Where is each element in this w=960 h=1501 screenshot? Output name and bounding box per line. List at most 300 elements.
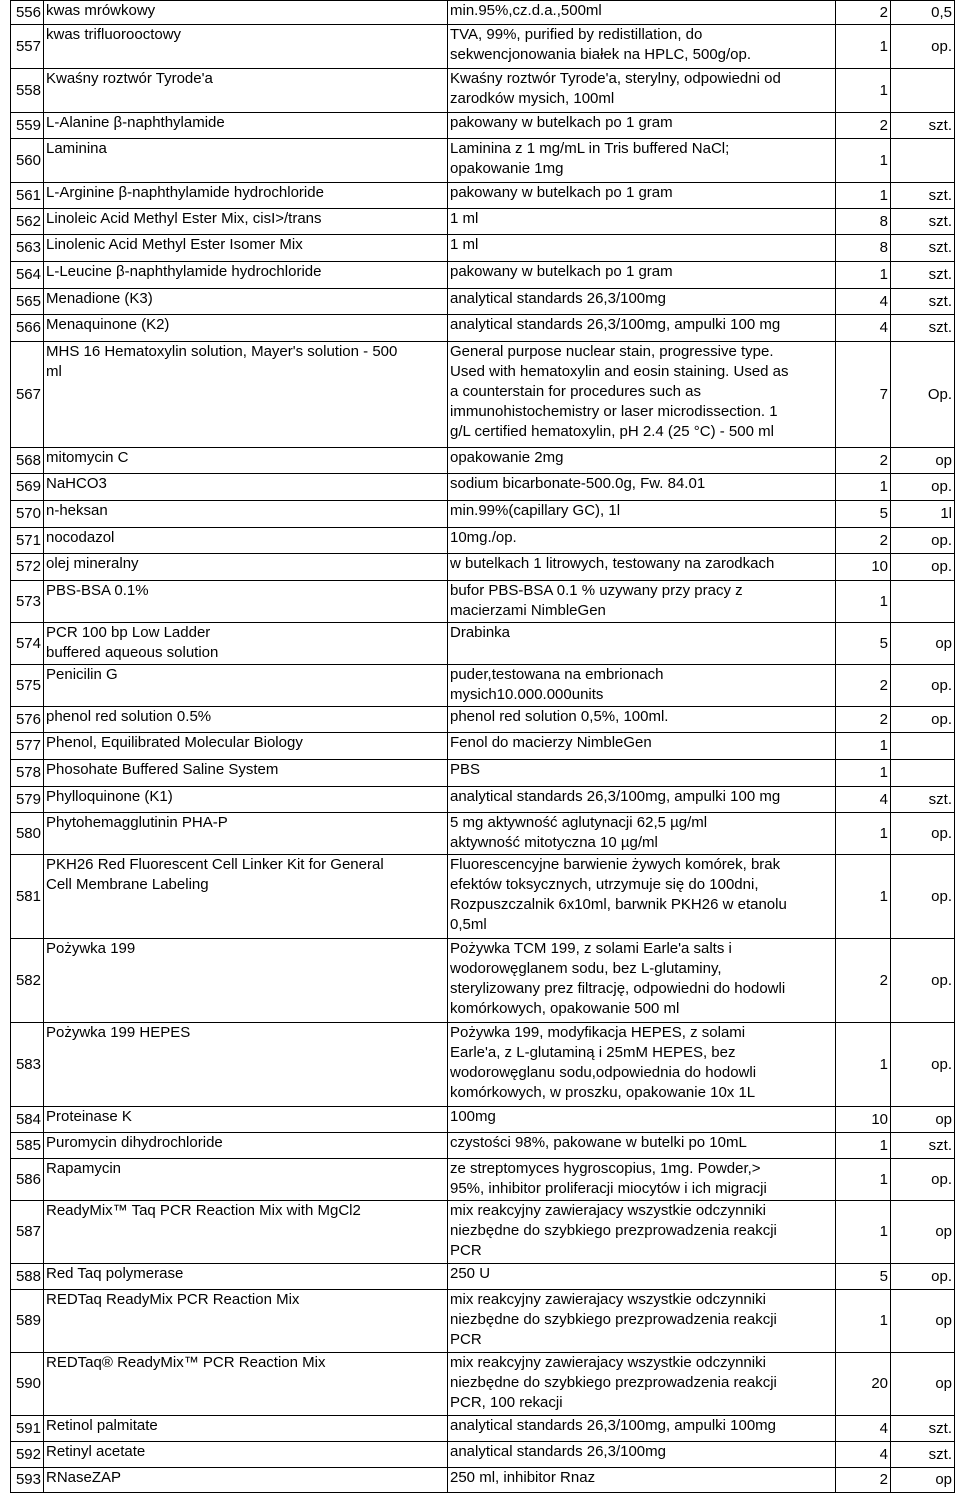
table-row: [11, 289, 955, 315]
product-name-cell: [44, 623, 448, 665]
product-name-cell: [44, 1201, 448, 1264]
product-description-cell: [448, 1468, 836, 1493]
unit-cell: [891, 262, 955, 289]
unit: op.: [931, 824, 952, 842]
product-description-cell: [448, 262, 836, 289]
row-number-cell: [11, 113, 44, 139]
quantity: 2: [879, 531, 888, 549]
product-description: mix reakcyjny zawierajacy wszystkie odczynniki niezbędne do szybkiego prezprowadzenia reakcji PCR, 100 rekacji: [450, 1354, 777, 1411]
product-name-cell: [44, 1, 448, 25]
table-row: [11, 1023, 955, 1107]
unit: szt.: [928, 292, 952, 310]
row-number: 584: [15, 1110, 41, 1128]
table-row: [11, 855, 955, 939]
unit-cell: [891, 235, 955, 262]
product-name-cell: [44, 813, 448, 855]
unit-cell: [891, 707, 955, 733]
row-number: 565: [15, 292, 41, 310]
unit: szt.: [928, 266, 952, 283]
row-number: 560: [15, 151, 41, 169]
product-description-cell: [448, 448, 836, 474]
product-description: opakowanie 2mg: [450, 449, 564, 466]
product-name-cell: [44, 554, 448, 581]
product-name: Rapamycin: [46, 1160, 122, 1177]
quantity: 2: [879, 116, 888, 134]
product-description: Pożywka 199, modyfikacja HEPES, z solami Earle'a, z L-glutaminą i 25mM HEPES, bez wodorowęglanu sodu,odpowiednia do hodowli komórkowych, w proszku, opakowanie 10x 1L: [450, 1024, 757, 1101]
product-table: [10, 0, 955, 1493]
table-row: [11, 581, 955, 623]
row-number-cell: [11, 1159, 44, 1201]
unit: op: [935, 451, 952, 469]
product-name: RNaseZAP: [46, 1469, 122, 1486]
row-number: 557: [15, 37, 41, 55]
product-description: mix reakcyjny zawierajacy wszystkie odczynniki niezbędne do szybkiego prezprowadzenia reakcji PCR: [450, 1291, 777, 1348]
product-name: n-heksan: [46, 502, 108, 519]
row-number-cell: [11, 1442, 44, 1468]
product-name-cell: [44, 1107, 448, 1133]
product-description: pakowany w butelkach po 1 gram: [450, 114, 673, 131]
product-name: phenol red solution 0.5%: [46, 708, 212, 725]
table-row: [11, 1290, 955, 1353]
product-description: bufor PBS-BSA 0.1 % uzywany przy pracy z macierzami NimbleGen: [450, 582, 743, 619]
row-number-cell: [11, 1, 44, 25]
quantity-cell: [836, 262, 891, 289]
row-number-cell: [11, 1201, 44, 1264]
unit: szt.: [928, 239, 952, 256]
product-description: 250 U: [450, 1265, 491, 1282]
product-name: Pożywka 199 HEPES: [46, 1024, 191, 1041]
product-name-cell: [44, 1159, 448, 1201]
row-number: 578: [15, 764, 41, 781]
quantity-cell: [836, 1264, 891, 1290]
product-description-cell: [448, 209, 836, 235]
row-number-cell: [11, 139, 44, 183]
product-description-cell: [448, 1442, 836, 1468]
product-description-cell: [448, 1290, 836, 1353]
product-description: czystości 98%, pakowane w butelki po 10mL: [450, 1134, 747, 1151]
product-name-cell: [44, 69, 448, 113]
unit-cell: [891, 474, 955, 501]
unit-cell: [891, 1, 955, 25]
unit-cell: [891, 289, 955, 315]
product-name: REDTaq ReadyMix PCR Reaction Mix: [46, 1291, 300, 1308]
product-description-cell: [448, 235, 836, 262]
product-description-cell: [448, 1416, 836, 1442]
product-description-cell: [448, 707, 836, 733]
table-row: [11, 501, 955, 528]
product-name: Kwaśny roztwór Tyrode'a: [46, 70, 213, 87]
table-row: [11, 787, 955, 813]
quantity: 1: [879, 266, 888, 283]
unit-cell: [891, 1353, 955, 1416]
product-name-cell: [44, 1290, 448, 1353]
quantity: 1: [879, 887, 888, 905]
row-number-cell: [11, 235, 44, 262]
product-description: Kwaśny roztwór Tyrode'a, sterylny, odpowiedni od zarodków mysich, 100ml: [450, 70, 781, 107]
quantity-cell: [836, 1353, 891, 1416]
product-description: Laminina z 1 mg/mL in Tris buffered NaCl; opakowanie 1mg: [450, 140, 730, 177]
product-name: Linoleic Acid Methyl Ester Mix, cisI>/trans: [46, 210, 322, 227]
row-number-cell: [11, 342, 44, 448]
table-row: [11, 448, 955, 474]
product-name: kwas mrówkowy: [46, 2, 156, 19]
unit: op: [935, 634, 952, 652]
unit: szt.: [928, 186, 952, 204]
product-name-cell: [44, 1023, 448, 1107]
unit: op.: [931, 37, 952, 55]
quantity-cell: [836, 1290, 891, 1353]
product-description: analytical standards 26,3/100mg: [450, 290, 666, 307]
unit-cell: [891, 1442, 955, 1468]
table-row: [11, 1442, 955, 1468]
quantity: 1: [879, 1223, 888, 1240]
row-number: 576: [15, 710, 41, 728]
row-number: 561: [15, 186, 41, 204]
product-name: Laminina: [46, 140, 107, 157]
row-number: 567: [15, 385, 41, 403]
product-description-cell: [448, 581, 836, 623]
quantity-cell: [836, 1442, 891, 1468]
product-name: NaHCO3: [46, 475, 107, 492]
unit-cell: [891, 183, 955, 209]
quantity: 2: [879, 710, 888, 728]
quantity-cell: [836, 315, 891, 342]
product-description: min.99%(capillary GC), 1l: [450, 502, 621, 519]
quantity-cell: [836, 733, 891, 760]
quantity-cell: [836, 448, 891, 474]
row-number: 562: [15, 212, 41, 230]
quantity: 1: [879, 186, 888, 204]
quantity: 1: [879, 81, 888, 99]
product-description: General purpose nuclear stain, progressive type. Used with hematoxylin and eosin staining. Used as a counterstain for procedures such as immunohistochemistry or laser microdissection. 1 g/L certified hematoxylin, pH 2.4 (25 °C) - 500 ml: [450, 343, 789, 440]
row-number-cell: [11, 1468, 44, 1493]
row-number: 577: [15, 737, 41, 754]
unit-cell: [891, 448, 955, 474]
table-row: [11, 209, 955, 235]
product-table-body: [11, 1, 955, 1493]
row-number-cell: [11, 1290, 44, 1353]
quantity-cell: [836, 342, 891, 448]
unit-cell: [891, 1023, 955, 1107]
product-description-cell: [448, 787, 836, 813]
product-description-cell: [448, 1107, 836, 1133]
product-description-cell: [448, 733, 836, 760]
product-description: analytical standards 26,3/100mg, ampulki 100mg: [450, 1417, 777, 1434]
unit: szt.: [928, 116, 952, 134]
unit: op.: [931, 887, 952, 905]
row-number: 558: [15, 81, 41, 99]
quantity-cell: [836, 183, 891, 209]
product-description: Fenol do macierzy NimbleGen: [450, 734, 652, 751]
row-number-cell: [11, 1107, 44, 1133]
quantity-cell: [836, 665, 891, 707]
row-number: 574: [15, 634, 41, 652]
quantity-cell: [836, 813, 891, 855]
product-description-cell: [448, 25, 836, 69]
product-description: phenol red solution 0,5%, 100ml.: [450, 708, 669, 725]
product-description-cell: [448, 139, 836, 183]
product-description-cell: [448, 760, 836, 787]
product-name: kwas trifluorooctowy: [46, 26, 182, 43]
quantity: 7: [879, 385, 888, 403]
table-row: [11, 1416, 955, 1442]
unit: op: [935, 1471, 952, 1488]
row-number: 568: [15, 451, 41, 469]
unit-cell: [891, 69, 955, 113]
row-number: 579: [15, 790, 41, 808]
quantity: 4: [879, 1445, 888, 1463]
quantity: 8: [879, 239, 888, 256]
row-number-cell: [11, 262, 44, 289]
quantity-cell: [836, 623, 891, 665]
product-name-cell: [44, 25, 448, 69]
quantity: 1: [879, 764, 888, 781]
row-number-cell: [11, 1133, 44, 1159]
unit: Op.: [927, 385, 952, 403]
product-description: mix reakcyjny zawierajacy wszystkie odczynniki niezbędne do szybkiego prezprowadzenia reakcji PCR: [450, 1202, 777, 1259]
table-row: [11, 1133, 955, 1159]
unit-cell: [891, 813, 955, 855]
product-name-cell: [44, 939, 448, 1023]
row-number-cell: [11, 1416, 44, 1442]
product-name: L-Arginine β-naphthylamide hydrochloride: [46, 184, 324, 201]
unit-cell: [891, 554, 955, 581]
row-number-cell: [11, 183, 44, 209]
product-name-cell: [44, 1416, 448, 1442]
unit: op: [935, 1223, 952, 1240]
product-description: Fluorescencyjne barwienie żywych komórek, brak efektów toksycznych, utrzymuje się do 100dni, Rozpuszczalnik 6x10ml, barwnik PKH26 w etanolu 0,5ml: [450, 856, 787, 933]
unit-cell: [891, 787, 955, 813]
unit-cell: [891, 528, 955, 554]
product-description-cell: [448, 1, 836, 25]
unit: szt.: [928, 1445, 952, 1463]
product-name: Phosohate Buffered Saline System: [46, 761, 279, 778]
product-name: MHS 16 Hematoxylin solution, Mayer's solution - 500 ml: [46, 343, 398, 380]
table-row: [11, 1468, 955, 1493]
product-name: ReadyMix™ Taq PCR Reaction Mix with MgCl2: [46, 1202, 361, 1219]
unit-cell: [891, 501, 955, 528]
quantity: 1: [879, 1312, 888, 1329]
product-name: Retinyl acetate: [46, 1443, 146, 1460]
product-name-cell: [44, 581, 448, 623]
quantity: 1: [879, 824, 888, 842]
row-number-cell: [11, 69, 44, 113]
row-number: 582: [15, 971, 41, 989]
quantity: 10: [871, 558, 888, 575]
unit-cell: [891, 315, 955, 342]
unit-cell: [891, 1416, 955, 1442]
unit: op: [935, 1375, 952, 1392]
quantity-cell: [836, 235, 891, 262]
unit: op.: [931, 558, 952, 575]
quantity-cell: [836, 25, 891, 69]
product-description-cell: [448, 528, 836, 554]
product-description: PBS: [450, 761, 481, 778]
unit-cell: [891, 581, 955, 623]
table-row: [11, 665, 955, 707]
table-row: [11, 1201, 955, 1264]
row-number: 592: [15, 1445, 41, 1463]
quantity: 1: [879, 1170, 888, 1188]
table-row: [11, 733, 955, 760]
quantity: 5: [879, 1267, 888, 1285]
quantity: 10: [871, 1110, 888, 1128]
table-row: [11, 939, 955, 1023]
product-name-cell: [44, 1133, 448, 1159]
product-description: analytical standards 26,3/100mg, ampulki 100 mg: [450, 788, 781, 805]
product-description: Drabinka: [450, 624, 511, 641]
product-name: Proteinase K: [46, 1108, 132, 1125]
row-number-cell: [11, 315, 44, 342]
row-number: 593: [15, 1471, 41, 1488]
product-name: mitomycin C: [46, 449, 129, 466]
product-name-cell: [44, 707, 448, 733]
product-name-cell: [44, 235, 448, 262]
row-number: 573: [15, 592, 41, 610]
unit: op.: [931, 1055, 952, 1073]
table-row: [11, 813, 955, 855]
row-number: 566: [15, 319, 41, 336]
unit: op.: [931, 478, 952, 495]
row-number: 589: [15, 1312, 41, 1329]
row-number: 590: [15, 1375, 41, 1392]
row-number-cell: [11, 1353, 44, 1416]
row-number: 564: [15, 266, 41, 283]
quantity-cell: [836, 113, 891, 139]
product-name: PKH26 Red Fluorescent Cell Linker Kit for General Cell Membrane Labeling: [46, 856, 384, 893]
row-number: 571: [15, 531, 41, 549]
product-name: REDTaq® ReadyMix™ PCR Reaction Mix: [46, 1354, 326, 1371]
quantity-cell: [836, 1, 891, 25]
row-number-cell: [11, 289, 44, 315]
product-name-cell: [44, 733, 448, 760]
quantity: 1: [879, 151, 888, 169]
product-description: w butelkach 1 litrowych, testowany na zarodkach: [450, 555, 775, 572]
product-description: TVA, 99%, purified by redistillation, do sekwencjonowania białek na HPLC, 500g/op.: [450, 26, 752, 63]
product-description-cell: [448, 289, 836, 315]
row-number-cell: [11, 528, 44, 554]
product-description-cell: [448, 1264, 836, 1290]
product-description: min.95%,cz.d.a.,500ml: [450, 2, 602, 19]
unit-cell: [891, 1107, 955, 1133]
quantity-cell: [836, 1133, 891, 1159]
product-description: analytical standards 26,3/100mg, ampulki 100 mg: [450, 316, 781, 333]
product-description-cell: [448, 554, 836, 581]
product-description-cell: [448, 315, 836, 342]
product-description: Pożywka TCM 199, z solami Earle'a salts i wodorowęglanem sodu, bez L-glutaminy, sterylizowany prez filtrację, odpowiedni do hodowli komórkowych, opakowanie 500 ml: [450, 940, 786, 1017]
quantity: 4: [879, 319, 888, 336]
row-number-cell: [11, 665, 44, 707]
table-row: [11, 1159, 955, 1201]
table-row: [11, 235, 955, 262]
quantity-cell: [836, 69, 891, 113]
product-description: 5 mg aktywność aglutynacji 62,5 µg/ml aktywność mitotyczna 10 µg/ml: [450, 814, 708, 851]
row-number-cell: [11, 760, 44, 787]
product-description-cell: [448, 623, 836, 665]
quantity: 20: [871, 1375, 888, 1392]
row-number: 570: [15, 505, 41, 522]
row-number: 572: [15, 558, 41, 575]
row-number: 583: [15, 1055, 41, 1073]
row-number: 569: [15, 478, 41, 495]
unit-cell: [891, 760, 955, 787]
unit: op.: [931, 1267, 952, 1285]
quantity: 4: [879, 1419, 888, 1437]
row-number-cell: [11, 813, 44, 855]
row-number: 586: [15, 1170, 41, 1188]
product-name: Phylloquinone (K1): [46, 788, 173, 805]
product-name-cell: [44, 787, 448, 813]
unit: szt.: [928, 212, 952, 230]
product-description-cell: [448, 1353, 836, 1416]
quantity: 2: [879, 3, 888, 21]
product-name-cell: [44, 474, 448, 501]
product-description-cell: [448, 1159, 836, 1201]
unit-cell: [891, 1264, 955, 1290]
product-name-cell: [44, 855, 448, 939]
product-name-cell: [44, 183, 448, 209]
quantity: 1: [879, 1136, 888, 1154]
product-description: pakowany w butelkach po 1 gram: [450, 184, 673, 201]
quantity: 8: [879, 212, 888, 230]
product-description: 100mg: [450, 1108, 496, 1125]
row-number-cell: [11, 474, 44, 501]
quantity-cell: [836, 501, 891, 528]
product-name: Puromycin dihydrochloride: [46, 1134, 223, 1151]
product-description: analytical standards 26,3/100mg: [450, 1443, 666, 1460]
unit-cell: [891, 1133, 955, 1159]
unit-cell: [891, 939, 955, 1023]
quantity: 4: [879, 292, 888, 310]
row-number-cell: [11, 581, 44, 623]
product-name: PCR 100 bp Low Ladder buffered aqueous solution: [46, 624, 219, 661]
quantity: 2: [879, 676, 888, 694]
quantity-cell: [836, 707, 891, 733]
product-description-cell: [448, 939, 836, 1023]
unit: op.: [931, 1170, 952, 1188]
product-name: L-Leucine β-naphthylamide hydrochloride: [46, 263, 322, 280]
product-description: 1 ml: [450, 236, 479, 253]
unit-cell: [891, 623, 955, 665]
table-row: [11, 69, 955, 113]
quantity: 1: [879, 1055, 888, 1073]
quantity-cell: [836, 1107, 891, 1133]
row-number: 559: [15, 116, 41, 134]
unit: op.: [931, 531, 952, 549]
table-row: [11, 1264, 955, 1290]
unit-cell: [891, 855, 955, 939]
product-description: 1 ml: [450, 210, 479, 227]
unit-cell: [891, 139, 955, 183]
row-number-cell: [11, 855, 44, 939]
product-name-cell: [44, 1353, 448, 1416]
product-name-cell: [44, 448, 448, 474]
quantity-cell: [836, 1468, 891, 1493]
table-row: [11, 528, 955, 554]
row-number-cell: [11, 448, 44, 474]
product-name: Linolenic Acid Methyl Ester Isomer Mix: [46, 236, 303, 253]
quantity-cell: [836, 1023, 891, 1107]
row-number-cell: [11, 501, 44, 528]
table-row: [11, 1107, 955, 1133]
product-name-cell: [44, 342, 448, 448]
unit: szt.: [928, 790, 952, 808]
product-name-cell: [44, 289, 448, 315]
row-number-cell: [11, 554, 44, 581]
product-name: Phytohemagglutinin PHA-P: [46, 814, 228, 831]
quantity: 1: [879, 592, 888, 610]
quantity-cell: [836, 474, 891, 501]
